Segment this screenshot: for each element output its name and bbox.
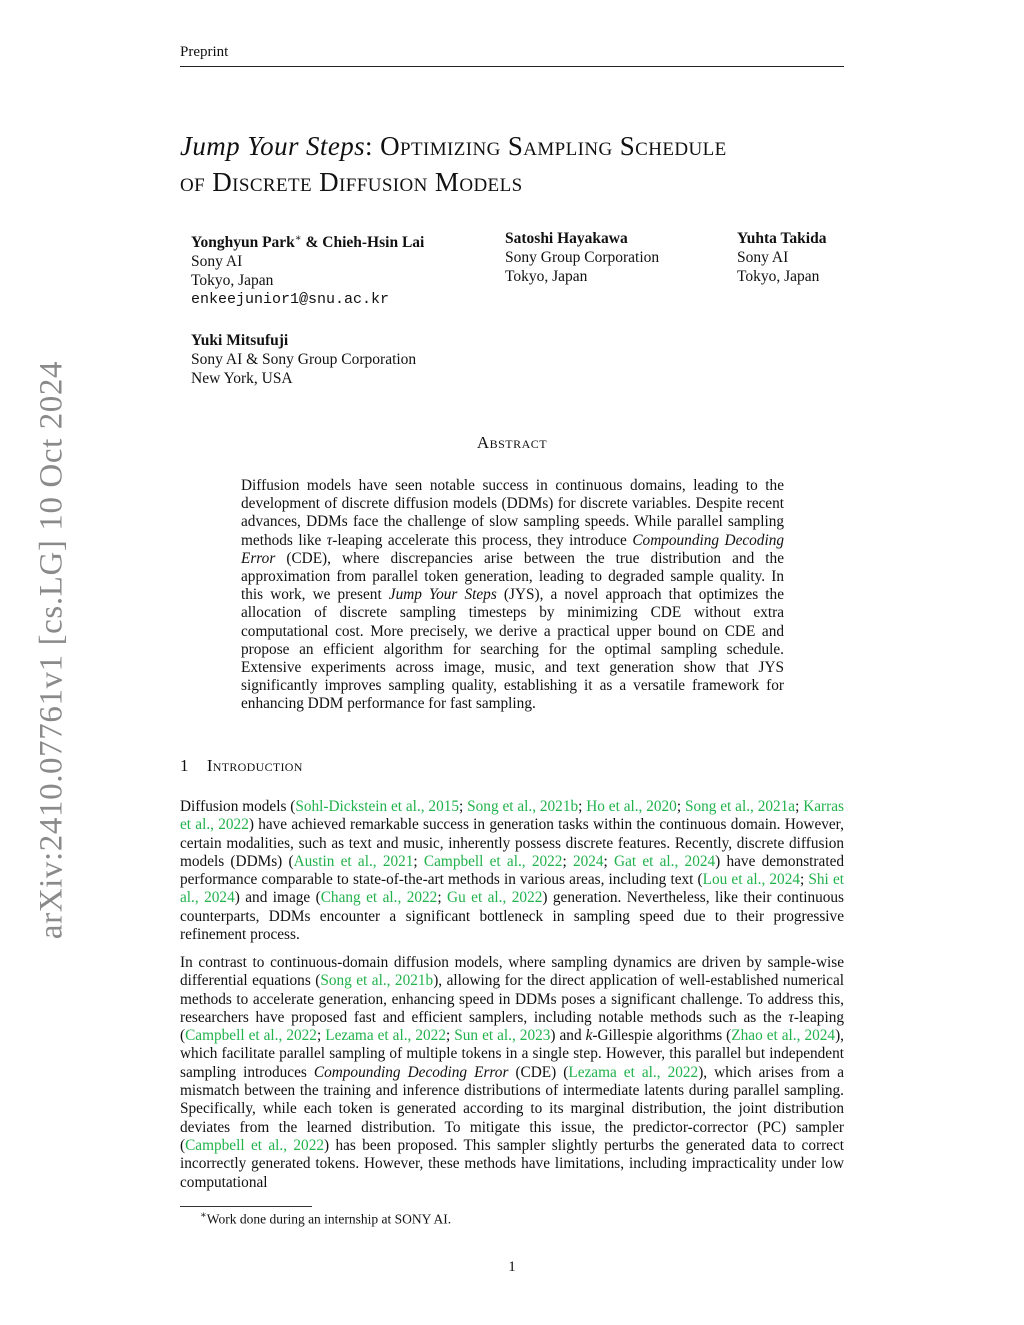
body-text: ; xyxy=(413,852,424,870)
body-text: ; xyxy=(445,1027,455,1045)
citation-link[interactable]: Song et al., 2021b xyxy=(320,972,434,990)
body-text: ; xyxy=(676,798,685,815)
k-symbol: k xyxy=(585,1027,593,1045)
author-block-1 xyxy=(191,229,424,309)
body-text: -leaping ( xyxy=(180,1008,844,1045)
body-text: ) and xyxy=(550,1027,586,1045)
body-text: ) and image ( xyxy=(234,889,321,907)
body-text: ; xyxy=(562,852,573,870)
footnote xyxy=(200,1210,451,1228)
author-email[interactable]: enkeejunior1@snu.ac.kr xyxy=(191,291,390,309)
citation-link[interactable]: 2024 xyxy=(572,852,604,870)
running-header: Preprint xyxy=(180,44,229,60)
author-name: Yuhta Takida xyxy=(737,230,827,247)
body-text: ; xyxy=(800,871,809,889)
abstract-body xyxy=(241,477,784,714)
tau-symbol: τ xyxy=(326,531,333,549)
citation-link[interactable]: Karras et al., 2022 xyxy=(180,798,844,834)
section-heading xyxy=(180,756,303,776)
jys-term: Jump Your Steps xyxy=(388,586,497,604)
body-text: ), allowing for the direct application of well-established numerical methods to accelerate generation, enhancing speed in DDMs poses a significant challenge. To address this, researchers have proposed fast and efficient samplers, including notable methods such as the xyxy=(180,972,845,1026)
title-line-2: of Discrete Diffusion Models xyxy=(180,167,523,197)
citation-link[interactable]: Sun et al., 2023 xyxy=(454,1027,551,1045)
body-text: ) generation. Nevertheless, like their continuous counterparts, DDMs encounter a significant bottleneck in sampling speed due to their progressive refinement process. xyxy=(180,889,844,944)
citation-link[interactable]: Chang et al., 2022 xyxy=(320,889,438,907)
author-block-4 xyxy=(191,331,416,388)
body-text: (CDE) ( xyxy=(508,1063,569,1081)
author-block-2 xyxy=(505,229,659,286)
citation-link[interactable]: Gat et al., 2024 xyxy=(614,852,716,870)
author-affiliation: Sony AI & Sony Group Corporation xyxy=(191,351,417,368)
author-name: Yonghyun Park xyxy=(191,234,295,252)
tau-symbol: τ xyxy=(788,1008,794,1026)
author-affiliation: Sony Group Corporation xyxy=(505,249,660,266)
citation-link[interactable]: Austin et al., 2021 xyxy=(293,852,414,870)
footnote-mark: ∗ xyxy=(200,1210,207,1221)
citation-link[interactable]: Ho et al., 2020 xyxy=(586,798,677,815)
body-text: ; xyxy=(795,798,804,815)
citation-link[interactable]: Zhao et al., 2024 xyxy=(731,1027,836,1045)
intro-paragraph-1 xyxy=(180,798,844,944)
body-text: ) have achieved remarkable success in generation tasks within the continuous domain. However, certain modalities, such as text and music, inherently possess discrete features. Recently, discrete diffusion models (DDMs) ( xyxy=(180,816,844,870)
citation-link[interactable]: Campbell et al., 2022 xyxy=(423,852,563,870)
author-name: Satoshi Hayakawa xyxy=(505,230,628,247)
title-line-1 xyxy=(180,128,860,164)
body-text: In contrast to continuous-domain diffusion models, where sampling dynamics are driven by sample-wise differential equations ( xyxy=(180,954,844,990)
body-text: -Gillespie algorithms ( xyxy=(592,1027,732,1045)
citation-link[interactable]: Campbell et al., 2022 xyxy=(185,1027,317,1045)
citation-link[interactable]: Gu et al., 2022 xyxy=(447,889,543,907)
citation-link[interactable]: Lezama et al., 2022 xyxy=(568,1063,699,1081)
body-text: ; xyxy=(578,798,587,815)
citation-link[interactable]: Sohl-Dickstein et al., 2015 xyxy=(295,798,460,815)
body-text: ), which arises from a mismatch between the training and inference distributions of intermediate latents during parallel sampling. Specifically, while each token is generated according to its marginal distribution, the joint distribution deviates from the learned distribution. To mitigate this issue, the predictor-corrector (PC) sampler ( xyxy=(180,1063,845,1154)
title-rest: Optimizing Sampling Schedule xyxy=(380,131,727,161)
title-italic: Jump Your Steps xyxy=(180,131,366,161)
header-rule xyxy=(180,66,844,67)
abstract-text: (CDE), where discrepancies arise between the true distribution and the approximation from parallel token generation, leading to degraded sample quality. In this work, we present xyxy=(241,549,784,604)
author-affiliation: Sony AI xyxy=(737,249,789,266)
footnote-rule xyxy=(180,1206,312,1207)
author-location: Tokyo, Japan xyxy=(737,268,820,285)
section-number: 1 xyxy=(180,756,189,775)
cde-term: Compounding Decoding Error xyxy=(313,1063,509,1081)
body-text: ; xyxy=(603,852,615,870)
title-colon: : xyxy=(365,131,373,161)
author-block-3 xyxy=(737,229,826,286)
citation-link[interactable]: Lou et al., 2024 xyxy=(702,871,801,889)
page-number: 1 xyxy=(508,1259,516,1275)
body-text: ), which facilitate parallel sampling of multiple tokens in a single step. However, this parallel but independent sampling introduces xyxy=(180,1027,844,1081)
body-text: ) have demonstrated performance comparable to state-of-the-art methods in various areas, including text ( xyxy=(180,852,845,889)
citation-link[interactable]: Campbell et al., 2022 xyxy=(185,1136,325,1154)
abstract-text: (JYS), a novel approach that optimizes the allocation of discrete sampling timesteps by minimizing CDE without extra computational cost. More precisely, we derive a practical upper bound on CDE and propose an efficient algorithm for searching for the optimal sampling schedule. Extensive experiments across image, music, and text generation show that JYS significantly improves sampling quality, establishing it as a versatile framework for enhancing DDM performance for fast sampling. xyxy=(241,586,784,713)
abstract-text: -leaping accelerate this process, they introduce xyxy=(332,531,633,549)
citation-link[interactable]: Lezama et al., 2022 xyxy=(325,1027,446,1045)
intro-paragraph-2 xyxy=(180,954,844,1192)
body-text: ; xyxy=(437,889,448,907)
author-name: Yuki Mitsufuji xyxy=(191,332,289,349)
citation-link[interactable]: Shi et al., 2024 xyxy=(180,871,844,907)
citation-link[interactable]: Song et al., 2021b xyxy=(467,798,579,815)
author-location: Tokyo, Japan xyxy=(505,268,588,285)
paper-title xyxy=(180,128,860,200)
body-text: ; xyxy=(316,1027,326,1045)
body-text: ) has been proposed. This sampler slightly perturbs the generated data to correct incorrectly generated tokens. However, these methods have limitations, including impracticality under low computational xyxy=(180,1136,844,1191)
abstract-text: Diffusion models have seen notable success in continuous domains, leading to the development of discrete diffusion models (DDMs) for discrete variables. Despite recent advances, DDMs face the challenge of slow sampling speeds. While parallel sampling methods like xyxy=(241,477,784,549)
footnote-text: Work done during an internship at SONY AI. xyxy=(206,1211,452,1227)
cde-term: Compounding Decoding Error xyxy=(241,531,784,567)
author-location: Tokyo, Japan xyxy=(191,272,274,290)
author-footnote-mark: ∗ xyxy=(294,233,302,244)
section-title: Introduction xyxy=(206,756,303,775)
abstract-heading: Abstract xyxy=(476,433,548,452)
author-location: New York, USA xyxy=(191,370,293,387)
body-text: ; xyxy=(459,798,468,815)
citation-link[interactable]: Song et al., 2021a xyxy=(684,798,796,815)
body-text: Diffusion models ( xyxy=(180,798,296,815)
author-name-extra: & Chieh-Hsin Lai xyxy=(301,234,425,252)
author-affiliation: Sony AI xyxy=(191,253,243,271)
arxiv-stamp: arXiv:2410.07761v1 [cs.LG] 10 Oct 2024 xyxy=(33,360,70,940)
